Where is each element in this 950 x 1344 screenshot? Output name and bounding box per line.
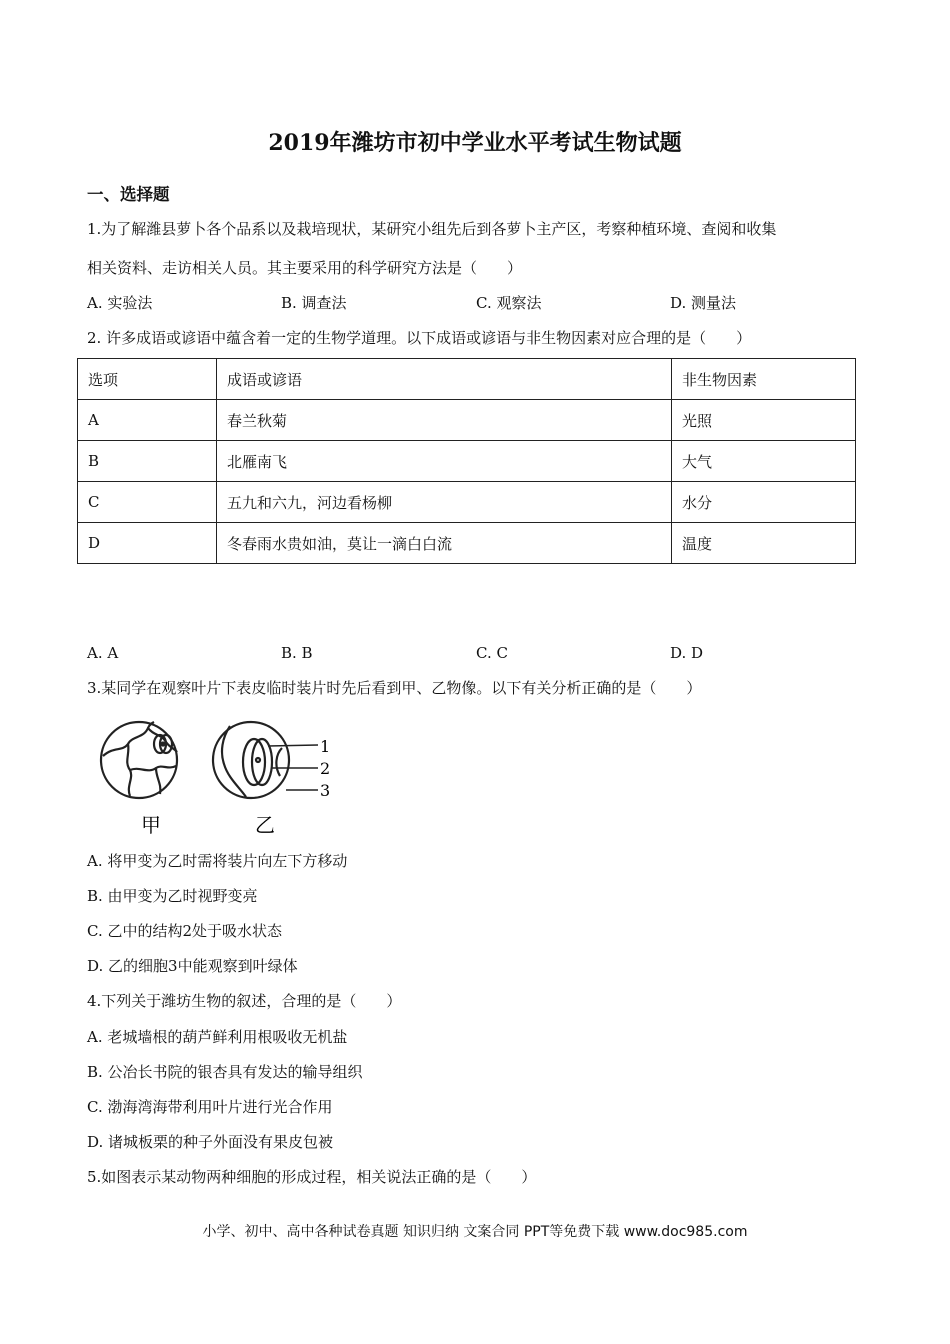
q1-option-a: A. 实验法 <box>87 294 153 312</box>
cell-view-diagram <box>96 708 346 838</box>
table-row <box>78 441 856 482</box>
q3-option-b: B. 由甲变为乙时视野变亮 <box>87 887 258 905</box>
q2-option-a: A. A <box>87 644 119 662</box>
table-cell: C <box>78 482 217 523</box>
q3-option-c: C. 乙中的结构2处于吸水状态 <box>87 922 283 940</box>
q3-option-a: A. 将甲变为乙时需将装片向左下方移动 <box>87 852 348 870</box>
table-header-cell: 成语或谚语 <box>217 359 672 400</box>
q1-stem-line1: 1.为了解潍县萝卜各个品系以及栽培现状，某研究小组先后到各萝卜主产区，考察种植环境、查阅和收集 <box>87 220 777 238</box>
table-cell: 五九和六九，河边看杨柳 <box>217 482 672 523</box>
figure-number-1: 1 <box>320 737 331 756</box>
table-cell: B <box>78 441 217 482</box>
microscope-figure <box>96 708 346 838</box>
table-cell: D <box>78 523 217 564</box>
page-title: 2019年潍坊市初中学业水平考试生物试题 <box>268 130 682 156</box>
table-cell: 大气 <box>672 441 856 482</box>
q2-option-d: D. D <box>670 644 704 662</box>
table-header-cell: 非生物因素 <box>672 359 856 400</box>
table-cell: 春兰秋菊 <box>217 400 672 441</box>
figure-number-2: 2 <box>320 759 331 778</box>
table-cell: 温度 <box>672 523 856 564</box>
q5-stem: 5.如图表示某动物两种细胞的形成过程，相关说法正确的是（ ） <box>87 1168 537 1186</box>
q4-option-b: B. 公冶长书院的银杏具有发达的输导组织 <box>87 1063 363 1081</box>
q4-option-a: A. 老城墙根的葫芦鲜利用根吸收无机盐 <box>87 1028 348 1046</box>
section-heading: 一、选择题 <box>87 185 170 204</box>
q2-option-c: C. C <box>476 644 508 662</box>
table-cell: 冬春雨水贵如油，莫让一滴白白流 <box>217 523 672 564</box>
figure-label-jia: 甲 <box>141 813 161 837</box>
q1-option-c: C. 观察法 <box>476 294 542 312</box>
q1-option-d: D. 测量法 <box>670 294 737 312</box>
figure-number-3: 3 <box>320 781 331 800</box>
q4-stem: 4.下列关于潍坊生物的叙述，合理的是（ ） <box>87 992 402 1010</box>
table-row <box>78 523 856 564</box>
table-cell: 光照 <box>672 400 856 441</box>
q3-stem: 3.某同学在观察叶片下表皮临时装片时先后看到甲、乙物像。以下有关分析正确的是（ ） <box>87 679 702 697</box>
q1-option-b: B. 调查法 <box>281 294 347 312</box>
q2-option-b: B. B <box>281 644 313 662</box>
figure-label-yi: 乙 <box>255 813 275 837</box>
q1-stem-line2: 相关资料、走访相关人员。其主要采用的科学研究方法是（ ） <box>87 259 523 277</box>
table-cell: A <box>78 400 217 441</box>
table-row <box>78 400 856 441</box>
q4-option-d: D. 诸城板栗的种子外面没有果皮包被 <box>87 1133 334 1151</box>
table-cell: 北雁南飞 <box>217 441 672 482</box>
table-header-cell: 选项 <box>78 359 217 400</box>
q2-table <box>77 358 856 564</box>
page-footer: 小学、初中、高中各种试卷真题 知识归纳 文案合同 PPT等免费下载 www.doc985.com <box>202 1224 748 1240</box>
q3-option-d: D. 乙的细胞3中能观察到叶绿体 <box>87 957 298 975</box>
table-row <box>78 482 856 523</box>
q2-stem: 2. 许多成语或谚语中蕴含着一定的生物学道理。以下成语或谚语与非生物因素对应合理的是（ ） <box>87 329 752 347</box>
q4-option-c: C. 渤海湾海带利用叶片进行光合作用 <box>87 1098 333 1116</box>
table-header-row <box>78 359 856 400</box>
table-cell: 水分 <box>672 482 856 523</box>
